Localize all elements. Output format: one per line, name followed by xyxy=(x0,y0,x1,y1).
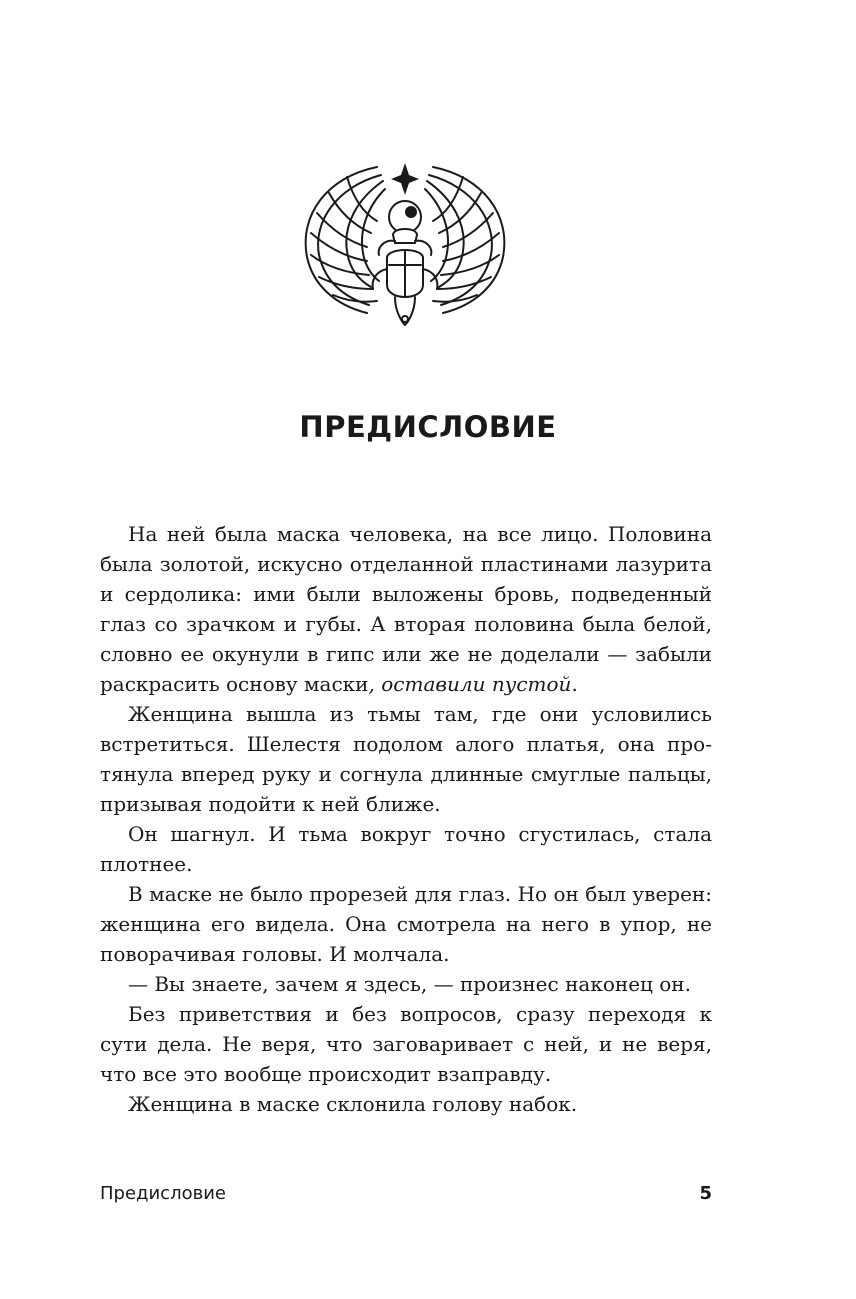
paragraph: Без приветствия и без вопросов, сразу переходя к сути дела. Не веря, что заговаривает с ней, и не веря, что все это вообще происходит взаправду. xyxy=(100,1002,712,1086)
body-text xyxy=(100,519,712,1119)
paragraph: Женщина вышла из тьмы там, где они условились встретиться. Шелестя подолом алого платья, она протянула вперед руку и согнула длинные смуглые пальцы, призывая подойти к ней ближе. xyxy=(100,702,712,816)
paragraph: — Вы знаете, зачем я здесь, — произнес наконец он. xyxy=(128,972,691,996)
running-head: Предисловие xyxy=(100,1183,226,1204)
page-footer xyxy=(100,1183,712,1211)
page-number: 5 xyxy=(699,1183,712,1204)
emblem xyxy=(297,155,513,337)
chapter-title: ПРЕДИСЛОВИЕ xyxy=(299,410,557,444)
paragraph: Женщина в маске склонила голову набок. xyxy=(128,1092,578,1116)
paragraph: На ней была маска человека, на все лицо. Половина была золотой, искусно отделанной пластинами лазурита и сердолика: ими были выложены бровь, подведенный глаз со зрачком и губы. А вторая половина была белой, словно ее окунули в гипс или же не доделали — забыли раскрасить основу маски, оставили пустой. xyxy=(100,522,712,696)
paragraph: В маске не было прорезей для глаз. Но он был уверен: женщина его видела. Она смотрела на него в упор, не поворачивая головы. И молчала. xyxy=(100,882,712,966)
winged-scarab-icon xyxy=(297,155,513,337)
paragraph: Он шагнул. И тьма вокруг точно сгустилась, стала плотнее. xyxy=(100,822,712,876)
